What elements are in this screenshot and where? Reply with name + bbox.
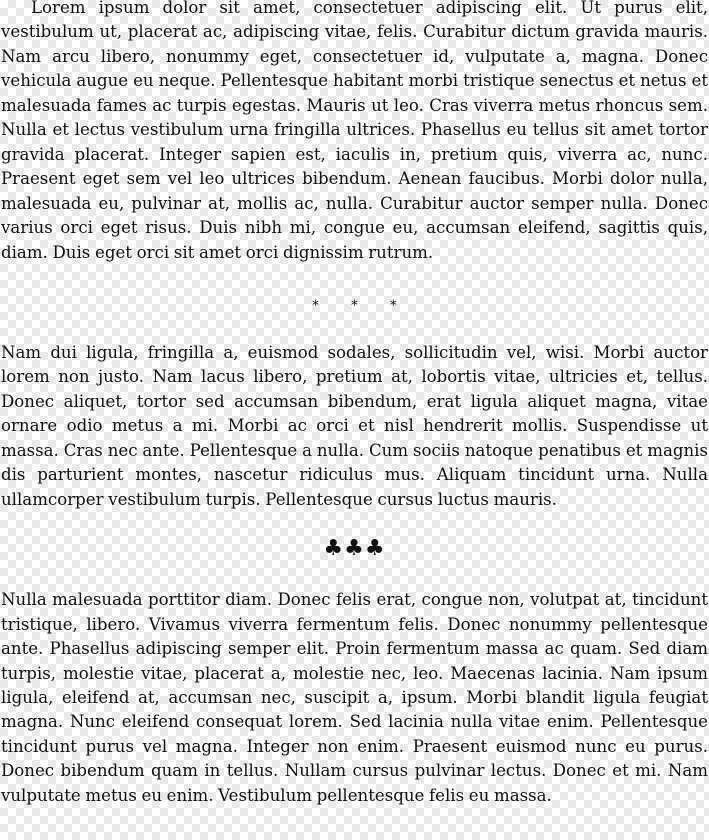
clubs-separator: ♣♣♣ xyxy=(323,536,386,562)
asterism-separator: ∗ ∗ ∗ xyxy=(311,294,409,311)
paragraph-3: Nulla malesuada porttitor diam. Donec felis erat, congue non, volutpat at, tincidunt tristique, libero. Vivamus viverra fermentum felis. Donec nonummy pellentesque ante. Phasellus adipiscing semper elit. Proin fermentum massa ac quam. Sed diam turpis, molestie vitae, placerat a, molestie nec, leo. Maecenas lacinia. Nam ipsum ligula, eleifend at, accumsan nec, suscipit a, ipsum. Morbi blandit ligula feugiat magna. Nunc eleifend consequat lorem. Sed lacinia nulla vitae enim. Pellentesque tincidunt purus vel magna. Integer non enim. Praesent euismod nunc eu purus. Donec bibendum quam in tellus. Nullam cursus pulvinar lectus. Donec et mi. Nam vulputate metus eu enim. Vestibulum pellentesque felis eu massa. xyxy=(1,590,708,805)
paragraph-1: Lorem ipsum dolor sit amet, consectetuer adipiscing elit. Ut purus elit, vestibulum ut, placerat ac, adipiscing vitae, felis. Curabitur dictum gravida mauris. Nam arcu libero, nonummy eget, consectetuer id, vulputate a, magna. Donec vehicula augue eu neque. Pellentesque habitant morbi tristique senectus et netus et malesuada fames ac turpis egestas. Mauris ut leo. Cras viverra metus rhoncus sem. Nulla et lectus vestibulum urna fringilla ultrices. Phasellus eu tellus sit amet tortor gravida placerat. Integer sapien est, iaculis in, pretium quis, viverra ac, nunc. Praesent eget sem vel leo ultrices bibendum. Aenean faucibus. Morbi dolor nulla, malesuada eu, pulvinar at, mollis ac, nulla. Curabitur auctor semper nulla. Donec varius orci eget risus. Duis nibh mi, congue eu, accumsan eleifend, sagittis quis, diam. Duis eget orci sit amet orci dignissim rutrum. xyxy=(1,0,708,262)
paragraph-2: Nam dui ligula, fringilla a, euismod sodales, sollicitudin vel, wisi. Morbi auctor lorem non justo. Nam lacus libero, pretium at, lobortis vitae, ultricies et, tellus. Donec aliquet, tortor sed accumsan bibendum, erat ligula aliquet magna, vitae ornare odio metus a mi. Morbi ac orci et nisl hendrerit mollis. Suspendisse ut massa. Cras nec ante. Pellentesque a nulla. Cum sociis natoque penatibus et magnis dis parturient montes, nascetur ridiculus mus. Aliquam tincidunt urna. Nulla ullamcorper vestibulum turpis. Pellentesque cursus luctus mauris. xyxy=(1,342,708,509)
document-page xyxy=(1,0,708,808)
